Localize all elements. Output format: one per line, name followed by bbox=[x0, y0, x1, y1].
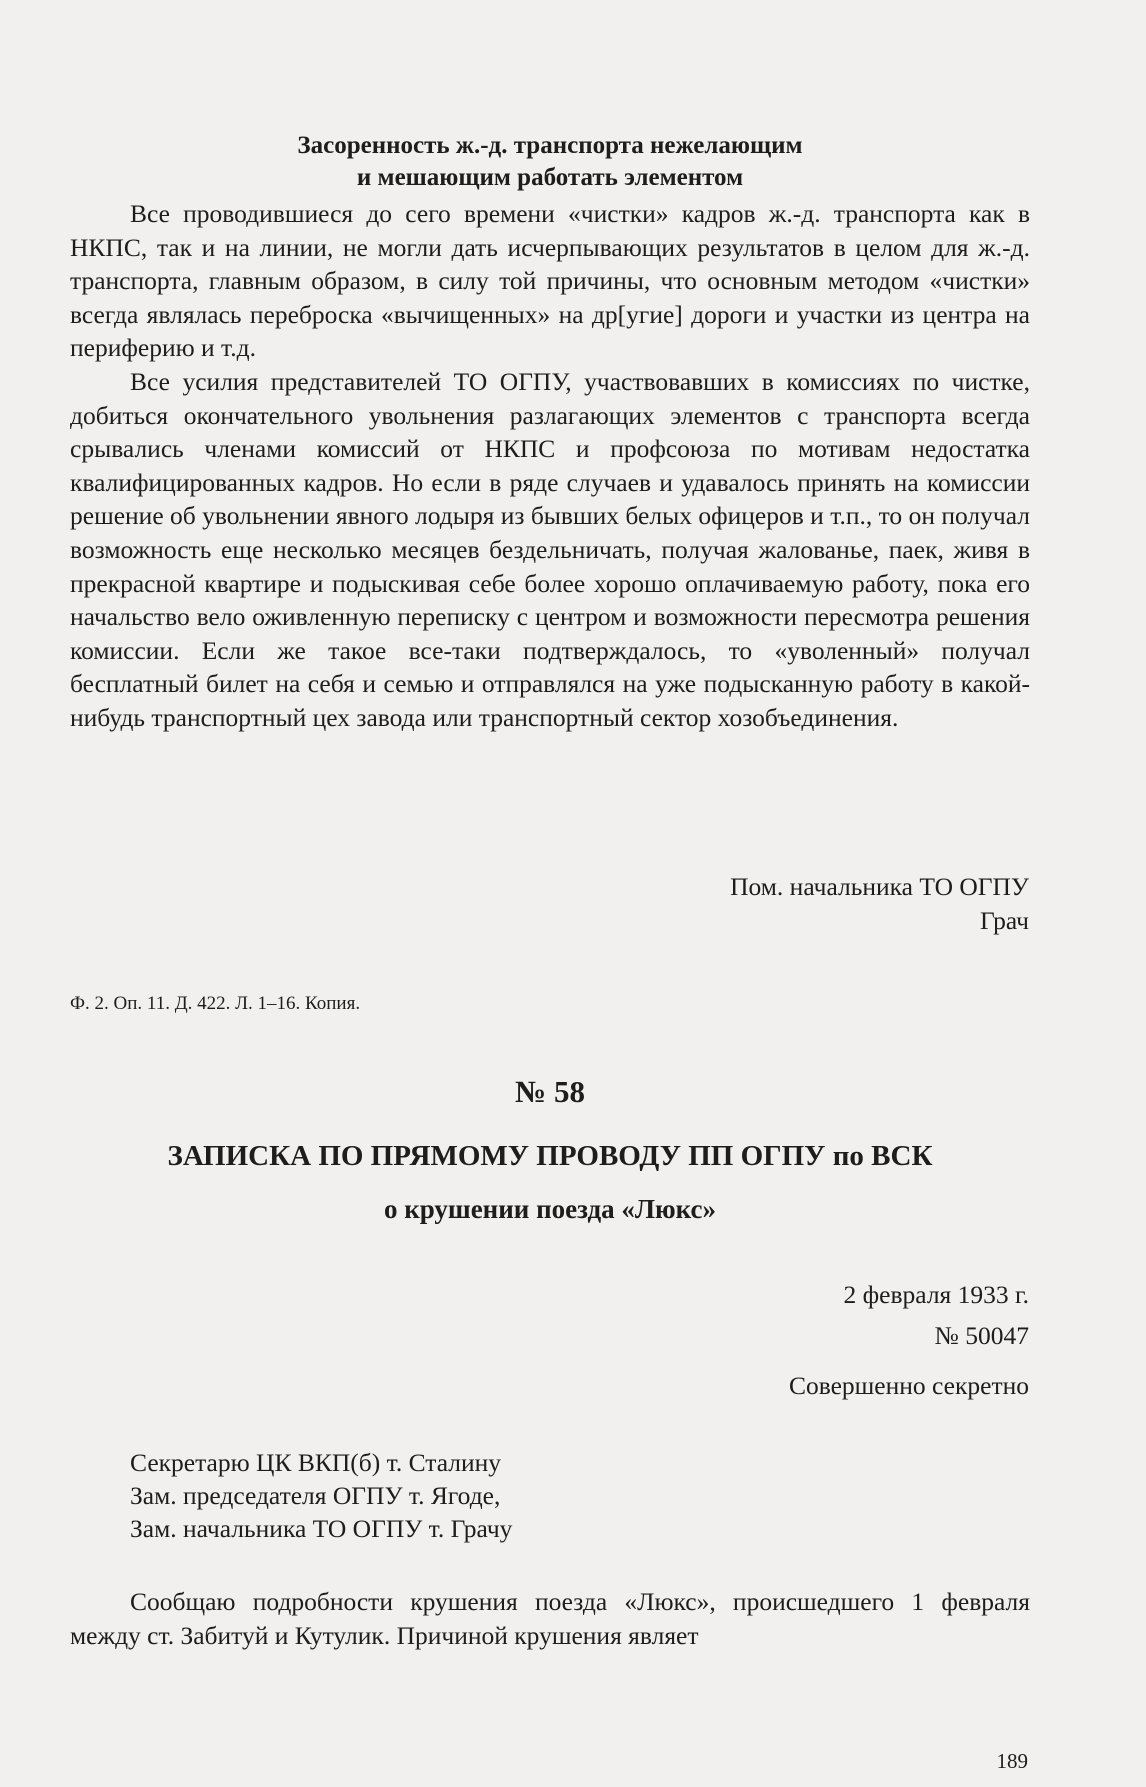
addressee-list bbox=[130, 1446, 512, 1545]
document-reg-number: № 50047 bbox=[934, 1321, 1029, 1350]
page-number: 189 bbox=[996, 1749, 1028, 1773]
addressee: Зам. председателя ОГПУ т. Ягоде, bbox=[130, 1481, 501, 1510]
section-heading-line-2: и мешающим работать элементом bbox=[356, 164, 744, 191]
document-number: № 58 bbox=[515, 1074, 585, 1109]
section-heading-line-1: Засоренность ж.-д. транспорта нежелающим bbox=[297, 132, 803, 159]
document-body bbox=[70, 1585, 1030, 1652]
addressee: Зам. начальника ТО ОГПУ т. Грачу bbox=[130, 1514, 513, 1543]
document-title: ЗАПИСКА ПО ПРЯМОМУ ПРОВОДУ ПП ОГПУ по ВСК bbox=[167, 1140, 933, 1172]
document-date: 2 февраля 1933 г. bbox=[843, 1280, 1029, 1309]
document-classification: Совершенно секретно bbox=[788, 1371, 1029, 1400]
document-subtitle: о крушении поезда «Люкс» bbox=[383, 1194, 717, 1224]
document-body-paragraph: Сообщаю подробности крушения поезда «Люкс», происшедшего 1 февраля между ст. Забитуй и Кутулик. Причиной крушения являет bbox=[70, 1587, 1030, 1650]
paragraph-2: Все усилия представителей ТО ОГПУ, участвовавших в комиссиях по чистке, добиться окончательного увольнения разлагающих элементов с транспорта всегда срывались членами комиссий от НКПС и профсоюза по мотивам недостатка квалифицированных кадров. Но если в ряде случаев и удавалось принять на комиссии решение об увольнении явного лодыря из бывших белых офицеров и т.п., то он получал возможность еще несколько месяцев бездельничать, получая жалованье, паек, живя в прекрасной квартире и подыскивая себе более хорошо оплачиваемую работу, пока его начальство вело оживленную переписку с центром и возможности пересмотра решения комиссии. Если же такое все-таки подтверждалось, то «уволенный» получал бесплатный билет на себя и семью и отправлялся на уже подысканную работу в какой-нибудь транспортный цех завода или транспортный сектор хозобъединения. bbox=[70, 366, 1030, 732]
archive-reference: Ф. 2. Оп. 11. Д. 422. Л. 1–16. Копия. bbox=[70, 993, 361, 1014]
section-heading bbox=[70, 130, 1030, 194]
paragraph-1: Все проводившиеся до сего времени «чистки» кадров ж.-д. транспорта как в НКПС, так и на линии, не могли дать исчерпывающих результатов в целом для ж.-д. транспорта, главным образом, в силу той причины, что основным методом «чистки» всегда являлась переброска «вычищенных» на др[угие] дороги и участки из центра на периферию и т.д. bbox=[70, 199, 1030, 363]
section-body bbox=[70, 197, 1030, 735]
signature-name: Грач bbox=[979, 906, 1029, 935]
document-meta bbox=[789, 1278, 1029, 1403]
signature-block bbox=[730, 870, 1029, 938]
addressee: Секретарю ЦК ВКП(б) т. Сталину bbox=[130, 1448, 502, 1477]
signature-position: Пом. начальника ТО ОГПУ bbox=[730, 872, 1029, 901]
